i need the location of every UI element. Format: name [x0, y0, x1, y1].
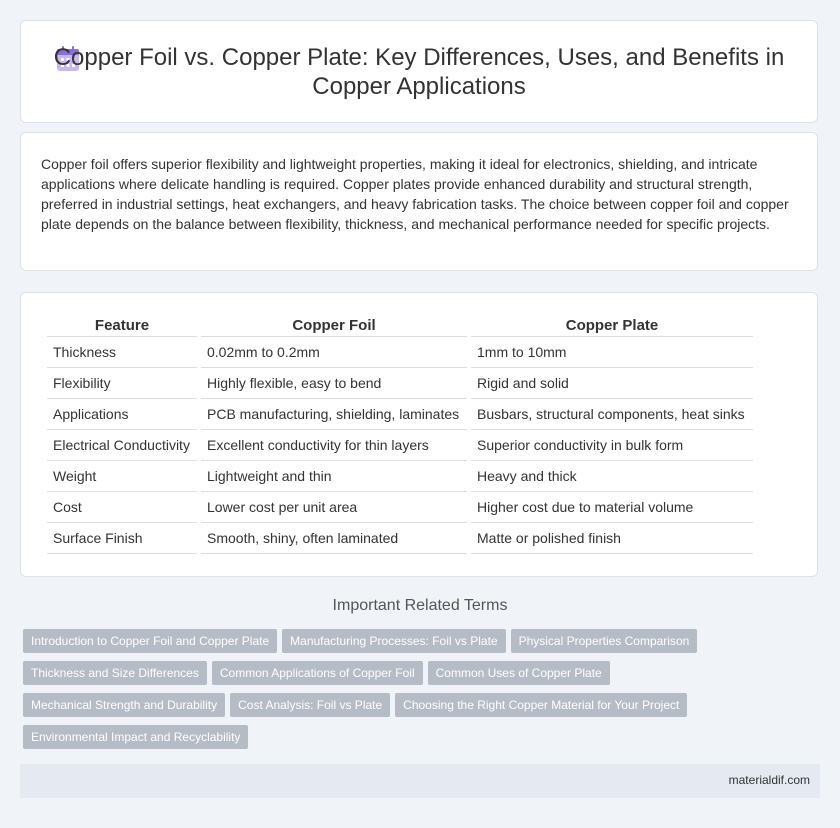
cell-feature: Flexibility — [47, 368, 197, 399]
related-term-tag[interactable]: Common Uses of Copper Plate — [428, 661, 610, 685]
cell-feature: Weight — [47, 461, 197, 492]
cell-feature: Surface Finish — [47, 523, 197, 554]
cell-copper-foil: Excellent conductivity for thin layers — [201, 430, 467, 461]
related-term-tag[interactable]: Manufacturing Processes: Foil vs Plate — [282, 629, 505, 653]
page-title: Copper Foil vs. Copper Plate: Key Differences, Uses, and Benefits in Copper Applications — [53, 44, 785, 100]
table-row — [47, 461, 753, 492]
cell-copper-plate: Superior conductivity in bulk form — [471, 430, 753, 461]
cell-feature: Electrical Conductivity — [47, 430, 197, 461]
cell-copper-foil: PCB manufacturing, shielding, laminates — [201, 399, 467, 430]
cell-copper-plate: 1mm to 10mm — [471, 337, 753, 368]
related-terms-title: Important Related Terms — [332, 597, 508, 614]
comparison-card — [20, 292, 818, 577]
table-row — [47, 492, 753, 523]
related-terms-list — [23, 629, 813, 757]
related-term-tag[interactable]: Thickness and Size Differences — [23, 661, 207, 685]
intro-card — [20, 132, 818, 271]
cell-copper-plate: Busbars, structural components, heat sinks — [471, 399, 753, 430]
comparison-table — [43, 315, 757, 554]
related-term-tag[interactable]: Environmental Impact and Recyclability — [23, 725, 248, 749]
table-row — [47, 337, 753, 368]
cell-feature: Applications — [47, 399, 197, 430]
cell-copper-foil: 0.02mm to 0.2mm — [201, 337, 467, 368]
related-term-tag[interactable]: Common Applications of Copper Foil — [212, 661, 423, 685]
related-term-tag[interactable]: Physical Properties Comparison — [511, 629, 698, 653]
related-term-tag[interactable]: Cost Analysis: Foil vs Plate — [230, 693, 390, 717]
cell-copper-plate: Higher cost due to material volume — [471, 492, 753, 523]
related-term-tag[interactable]: Introduction to Copper Foil and Copper Plate — [23, 629, 277, 653]
cell-copper-plate: Matte or polished finish — [471, 523, 753, 554]
table-header-row — [47, 315, 753, 337]
header-feature: Feature — [47, 315, 197, 337]
related-term-tag[interactable]: Mechanical Strength and Durability — [23, 693, 225, 717]
related-term-tag[interactable]: Choosing the Right Copper Material for Your Project — [395, 693, 687, 717]
cell-copper-plate: Heavy and thick — [471, 461, 753, 492]
cell-feature: Cost — [47, 492, 197, 523]
cell-copper-foil: Lower cost per unit area — [201, 492, 467, 523]
table-row — [47, 430, 753, 461]
cell-copper-plate: Rigid and solid — [471, 368, 753, 399]
header-card — [20, 20, 818, 123]
cell-copper-foil: Highly flexible, easy to bend — [201, 368, 467, 399]
header-copper-plate: Copper Plate — [471, 315, 753, 337]
cell-copper-foil: Lightweight and thin — [201, 461, 467, 492]
intro-text: Copper foil offers superior flexibility and lightweight properties, making it ideal for electronics, shielding, and intricate applications where delicate handling is required. Copper plates provide enhanced durability and structural strength, preferred in industrial settings, heat exchangers, and heavy fabrication tasks. The choice between copper foil and copper plate depends on the balance between flexibility, thickness, and mechanical performance needed for specific projects. — [41, 156, 789, 232]
footer — [20, 764, 820, 798]
cell-copper-foil: Smooth, shiny, often laminated — [201, 523, 467, 554]
table-row — [47, 399, 753, 430]
cell-feature: Thickness — [47, 337, 197, 368]
table-row — [47, 523, 753, 554]
footer-site-link[interactable]: materialdif.com — [728, 773, 810, 787]
header-copper-foil: Copper Foil — [201, 315, 467, 337]
table-row — [47, 368, 753, 399]
